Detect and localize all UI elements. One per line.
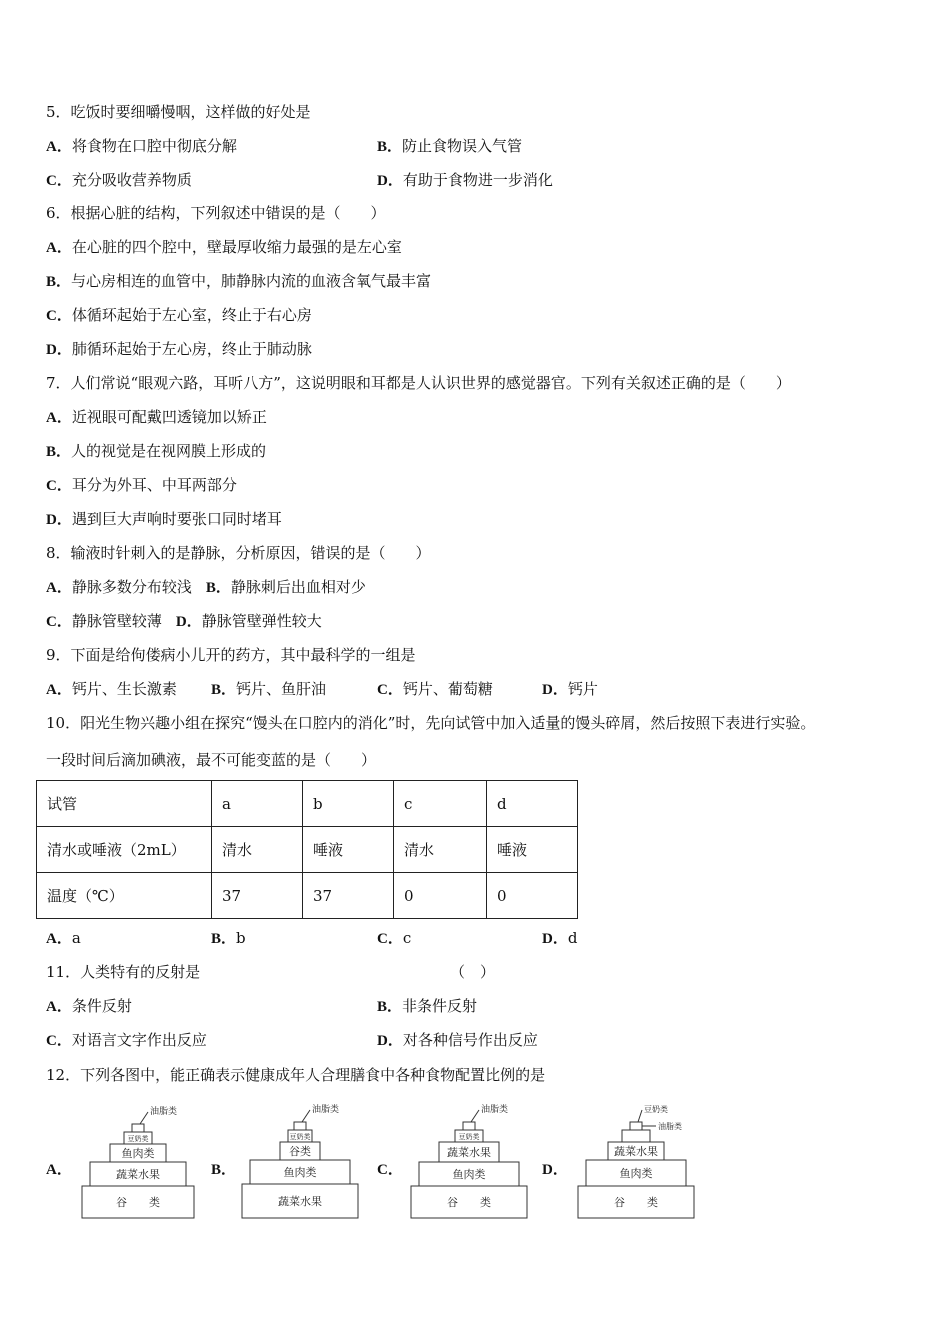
food-pyramid-d[interactable]	[576, 1102, 698, 1226]
q11-option-a[interactable]: A．条件反射	[46, 997, 132, 1015]
table-row	[37, 827, 578, 873]
q10-option-c[interactable]: C．c	[377, 929, 412, 947]
q5-option-a[interactable]: A．将食物在口腔中彻底分解	[46, 137, 237, 155]
q12-option-c-label[interactable]: C．	[377, 1162, 403, 1178]
pyramid-b-l3: 谷类	[289, 1145, 311, 1158]
pyramid-d-top: 豆奶类	[644, 1105, 668, 1114]
q9-option-a[interactable]: A．钙片、生长激素	[46, 680, 177, 698]
pyramid-a-l4: 蔬菜水果	[116, 1168, 160, 1181]
table-cell: 温度（℃）	[37, 873, 212, 919]
pyramid-d-l3: 蔬菜水果	[614, 1145, 658, 1158]
q7-option-c[interactable]: C．耳分为外耳、中耳两部分	[46, 476, 237, 494]
pyramid-c-l4: 鱼肉类	[452, 1168, 486, 1181]
q8-options-row2	[46, 611, 322, 632]
q8-option-b[interactable]: B．静脉刺后出血相对少	[205, 578, 366, 596]
q8-stem: 8．输液时针刺入的是静脉，分析原因，错误的是（ ）	[46, 544, 431, 562]
pyramid-c-l3: 蔬菜水果	[447, 1146, 491, 1159]
q9-option-c[interactable]: C．钙片、葡萄糖	[377, 680, 493, 698]
q6-option-a[interactable]: A．在心脏的四个腔中，壁最厚收缩力最强的是左心室	[46, 238, 402, 256]
table-cell: d	[487, 781, 578, 827]
q9-stem: 9．下面是给佝偻病小儿开的药方，其中最科学的一组是	[46, 646, 416, 664]
q6-option-b[interactable]: B．与心房相连的血管中，肺静脉内流的血液含氧气最丰富	[46, 272, 432, 290]
q8-option-a[interactable]: A．静脉多数分布较浅	[46, 578, 192, 596]
pyramid-c-l2: 豆奶类	[458, 1133, 480, 1141]
q10-stem-line2: 一段时间后滴加碘液，最不可能变蓝的是（ ）	[46, 751, 377, 769]
pyramid-c-l5: 谷 类	[447, 1196, 491, 1209]
q8-options-row1	[46, 577, 366, 598]
q11-answer-paren: （ ）	[450, 963, 496, 981]
q8-option-d[interactable]: D．静脉管壁弹性较大	[175, 612, 322, 630]
q11-option-c[interactable]: C．对语言文字作出反应	[46, 1031, 207, 1049]
pyramid-b-l5: 蔬菜水果	[278, 1195, 322, 1208]
q12-stem: 12．下列各图中，能正确表示健康成年人合理膳食中各种食物配置比例的是	[46, 1066, 546, 1084]
q11-option-d[interactable]: D．对各种信号作出反应	[377, 1031, 538, 1049]
q6-stem: 6．根据心脏的结构，下列叙述中错误的是（ ）	[46, 204, 386, 222]
table-cell: 0	[487, 873, 578, 919]
q9-option-d[interactable]: D．钙片	[542, 680, 598, 698]
table-cell: 唾液	[303, 827, 394, 873]
q5-option-b[interactable]: B．防止食物误入气管	[377, 137, 523, 155]
q12-option-b-label[interactable]: B．	[211, 1162, 237, 1178]
q12-option-a-label[interactable]: A．	[46, 1162, 72, 1178]
pyramid-a-l5: 谷 类	[116, 1196, 160, 1209]
pyramid-b-top: 油脂类	[312, 1105, 340, 1115]
table-row	[37, 873, 578, 919]
table-cell: 唾液	[487, 827, 578, 873]
table-cell: 清水	[212, 827, 303, 873]
q7-option-a[interactable]: A．近视眼可配戴凹透镜加以矫正	[46, 408, 267, 426]
table-cell: b	[303, 781, 394, 827]
table-cell: c	[394, 781, 487, 827]
q7-option-b[interactable]: B．人的视觉是在视网膜上形成的	[46, 442, 267, 460]
q5-stem: 5．吃饭时要细嚼慢咽，这样做的好处是	[46, 103, 311, 121]
q11-stem: 11．人类特有的反射是	[46, 963, 201, 981]
food-pyramid-a[interactable]	[78, 1102, 198, 1226]
pyramid-d-l4: 鱼肉类	[619, 1167, 653, 1180]
table-cell: 清水或唾液（2mL）	[37, 827, 212, 873]
pyramid-c-top: 油脂类	[481, 1105, 509, 1115]
pyramid-d-l2: 油脂类	[658, 1122, 682, 1131]
q11-option-b[interactable]: B．非条件反射	[377, 997, 478, 1015]
table-cell: 0	[394, 873, 487, 919]
q9-option-b[interactable]: B．钙片、鱼肝油	[211, 680, 327, 698]
q7-stem: 7．人们常说“眼观六路，耳听八方”，这说明眼和耳都是人认识世界的感觉器官。下列有关叙述正确的是（ ）	[46, 374, 791, 392]
pyramid-a-top: 油脂类	[150, 1107, 178, 1117]
q10-option-d[interactable]: D．d	[542, 929, 578, 947]
pyramid-b-l2: 豆奶类	[289, 1133, 311, 1141]
q10-option-a[interactable]: A．a	[46, 929, 81, 947]
q5-option-d[interactable]: D．有助于食物进一步消化	[377, 171, 553, 189]
q10-option-b[interactable]: B．b	[211, 929, 246, 947]
table-cell: 37	[212, 873, 303, 919]
pyramid-b-l4: 鱼肉类	[283, 1166, 317, 1179]
q8-option-c[interactable]: C．静脉管壁较薄	[46, 612, 162, 630]
food-pyramid-c[interactable]	[409, 1102, 529, 1226]
q6-option-d[interactable]: D．肺循环起始于左心房，终止于肺动脉	[46, 340, 312, 358]
q12-option-d-label[interactable]: D．	[542, 1162, 568, 1178]
table-row	[37, 781, 578, 827]
pyramid-a-l3: 鱼肉类	[121, 1147, 155, 1160]
q7-option-d[interactable]: D．遇到巨大声响时要张口同时堵耳	[46, 510, 282, 528]
q10-stem-line1: 10．阳光生物兴趣小组在探究“馒头在口腔内的消化”时，先向试管中加入适量的馒头碎屑，然后按照下表进行实验。	[46, 714, 816, 732]
experiment-table	[36, 780, 578, 919]
pyramid-a-l2: 豆奶类	[127, 1135, 149, 1143]
table-cell: a	[212, 781, 303, 827]
table-cell: 37	[303, 873, 394, 919]
food-pyramid-b[interactable]	[240, 1102, 360, 1226]
q6-option-c[interactable]: C．体循环起始于左心室，终止于右心房	[46, 306, 312, 324]
table-cell: 试管	[37, 781, 212, 827]
q5-option-c[interactable]: C．充分吸收营养物质	[46, 171, 192, 189]
pyramid-d-l5: 谷 类	[614, 1196, 658, 1209]
table-cell: 清水	[394, 827, 487, 873]
